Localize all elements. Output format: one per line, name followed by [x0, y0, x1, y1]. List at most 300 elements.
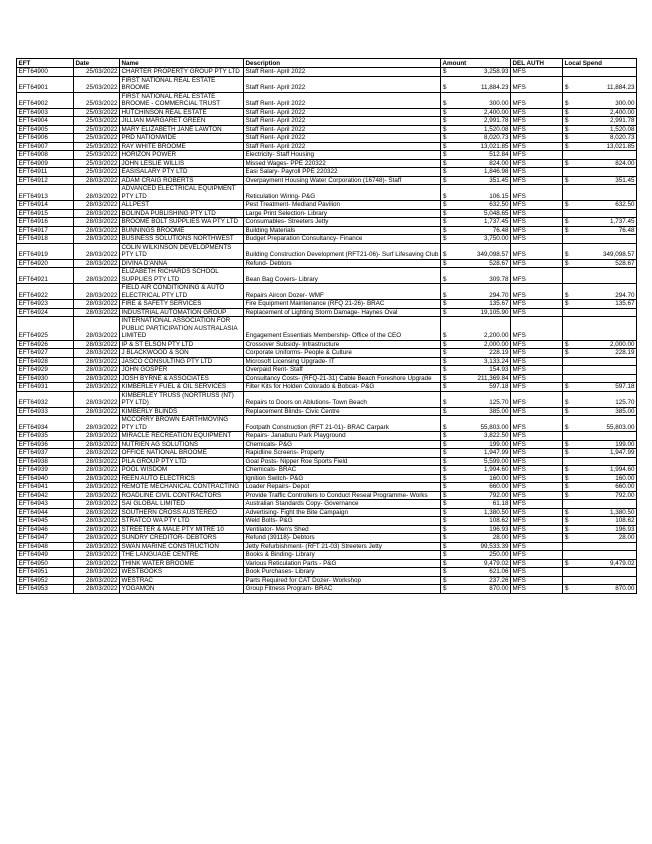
cell-del-auth: MFS — [511, 432, 563, 441]
cell-local-spend-value: 9,479.02 — [609, 559, 635, 567]
cell-date: 28/03/2022 — [74, 585, 120, 594]
cell-local-spend-value: 824.00 — [615, 159, 635, 167]
cell-description: Overpaid Rent- Staff — [244, 366, 441, 375]
cell-eft: EFT64903 — [17, 108, 74, 117]
cell-del-auth: MFS — [511, 317, 563, 341]
cell-del-auth: MFS — [511, 500, 563, 509]
cell-del-auth: MFS — [511, 383, 563, 392]
cell-date: 25/03/2022 — [74, 92, 120, 108]
cell-amount — [441, 508, 511, 517]
cell-amount-value: 125.70 — [489, 399, 509, 406]
currency-symbol: $ — [565, 259, 569, 267]
cell-eft: EFT64904 — [17, 117, 74, 126]
table-row — [17, 76, 637, 92]
header-local-spend: Local Spend — [563, 59, 637, 68]
cell-name: INTERNATIONAL ASSOCIATION FOR PUBLIC PARTICIPATION AUSTRALASIA LIMITED — [120, 317, 244, 341]
cell-amount — [441, 366, 511, 375]
cell-del-auth: MFS — [511, 568, 563, 577]
cell-eft: EFT64913 — [17, 185, 74, 201]
cell-date: 28/03/2022 — [74, 466, 120, 475]
cell-name: COLIN WILKINSON DEVELOPMENTS PTY LTD — [120, 243, 244, 259]
currency-symbol: $ — [443, 517, 447, 524]
currency-symbol: $ — [443, 440, 447, 448]
cell-description: Rapidline Screens- Property — [244, 449, 441, 458]
cell-name: MCCORRY BROWN EARTHMOVING PTY LTD — [120, 416, 244, 432]
cell-eft: EFT64931 — [17, 383, 74, 392]
currency-symbol: $ — [443, 332, 447, 339]
cell-name: EASISALARY PTY LTD — [120, 168, 244, 177]
cell-amount-value: 250.00 — [489, 551, 509, 558]
cell-local-spend-value: 1,994.60 — [609, 466, 635, 473]
currency-symbol: $ — [443, 357, 447, 365]
currency-symbol: $ — [443, 491, 447, 499]
cell-name: IP & ST ELSON PTY LTD — [120, 340, 244, 349]
cell-del-auth: MFS — [511, 76, 563, 92]
cell-amount-value: 1,947.99 — [483, 449, 509, 456]
table-row — [17, 391, 637, 407]
table-row — [17, 340, 637, 349]
cell-amount-value: 351.45 — [489, 176, 509, 184]
cell-date: 25/03/2022 — [74, 142, 120, 151]
currency-symbol: $ — [565, 423, 569, 431]
cell-local-spend — [563, 491, 637, 500]
cell-amount — [441, 340, 511, 349]
table-row — [17, 551, 637, 560]
cell-date: 28/03/2022 — [74, 508, 120, 517]
cell-local-spend-value: 1,737.45 — [609, 218, 635, 225]
cell-date: 28/03/2022 — [74, 534, 120, 543]
currency-symbol: $ — [443, 568, 447, 575]
currency-symbol: $ — [565, 585, 569, 592]
cell-eft: EFT64946 — [17, 525, 74, 534]
cell-local-spend-value: 160.00 — [615, 474, 635, 482]
cell-del-auth: MFS — [511, 142, 563, 151]
currency-symbol: $ — [443, 125, 447, 133]
payments-table-container — [16, 58, 636, 594]
cell-local-spend-value: 108.62 — [615, 517, 635, 524]
cell-amount-value: 3,258.93 — [483, 68, 509, 75]
cell-description: Replacement of Lighting Storm Damage- Haynes Oval — [244, 308, 441, 317]
cell-description: Refund- Debtors — [244, 259, 441, 268]
cell-del-auth: MFS — [511, 491, 563, 500]
cell-del-auth: MFS — [511, 440, 563, 449]
currency-symbol: $ — [565, 100, 569, 107]
cell-amount-value: 108.62 — [489, 517, 509, 524]
currency-symbol: $ — [443, 226, 447, 234]
cell-amount — [441, 585, 511, 594]
cell-eft: EFT64919 — [17, 243, 74, 259]
cell-amount-value: 76.48 — [492, 226, 509, 234]
cell-eft: EFT64908 — [17, 151, 74, 160]
currency-symbol: $ — [443, 275, 447, 283]
cell-del-auth: MFS — [511, 308, 563, 317]
cell-del-auth: MFS — [511, 68, 563, 77]
cell-local-spend-value: 228.19 — [615, 349, 635, 356]
cell-amount-value: 55,803.00 — [480, 423, 509, 431]
currency-symbol: $ — [443, 151, 447, 158]
cell-del-auth: MFS — [511, 243, 563, 259]
cell-amount-value: 824.00 — [489, 159, 509, 167]
cell-local-spend — [563, 209, 637, 218]
currency-symbol: $ — [443, 374, 447, 382]
cell-description: Consultancy Costs- (RFQ-21-31) Cable Beach Foreshore Upgrade — [244, 374, 441, 383]
cell-date: 28/03/2022 — [74, 517, 120, 526]
cell-local-spend — [563, 449, 637, 458]
cell-name: KIMBERLEY FUEL & OIL SERVICES — [120, 383, 244, 392]
table-row — [17, 500, 637, 509]
cell-local-spend — [563, 142, 637, 151]
cell-eft: EFT64925 — [17, 317, 74, 341]
cell-del-auth: MFS — [511, 268, 563, 284]
cell-amount-value: 2,000.00 — [483, 340, 509, 348]
cell-amount — [441, 268, 511, 284]
cell-date: 28/03/2022 — [74, 201, 120, 210]
cell-amount-value: 2,200.00 — [483, 332, 509, 339]
cell-description: Building Construction Development (RFT21-06)- Surf Lifesaving Club — [244, 243, 441, 259]
header-del-auth: DEL AUTH — [511, 59, 563, 68]
cell-local-spend — [563, 76, 637, 92]
cell-description: Repairs to Doors on Ablutions- Town Beach — [244, 391, 441, 407]
cell-date: 28/03/2022 — [74, 185, 120, 201]
table-row — [17, 117, 637, 126]
cell-amount — [441, 391, 511, 407]
cell-local-spend — [563, 300, 637, 309]
cell-local-spend-value: 351.45 — [615, 176, 635, 184]
cell-date: 28/03/2022 — [74, 568, 120, 577]
cell-name: NUTRIEN AG SOLUTIONS — [120, 440, 244, 449]
currency-symbol: $ — [443, 218, 447, 225]
cell-local-spend-value: 55,803.00 — [606, 423, 635, 431]
currency-symbol: $ — [565, 399, 569, 406]
cell-amount-value: 211,369.84 — [477, 374, 509, 382]
cell-local-spend — [563, 576, 637, 585]
cell-eft: EFT64948 — [17, 542, 74, 551]
cell-name: JASCO CONSULTING PTY LTD — [120, 357, 244, 366]
cell-amount-value: 294.70 — [489, 291, 509, 299]
cell-local-spend-value: 300.00 — [615, 100, 635, 107]
cell-name: SAI GLOBAL LIMITED — [120, 500, 244, 509]
cell-name: REEN AUTO ELECTRICS — [120, 474, 244, 483]
cell-date: 28/03/2022 — [74, 235, 120, 244]
currency-symbol: $ — [565, 159, 569, 167]
cell-eft: EFT64941 — [17, 483, 74, 492]
cell-eft: EFT64939 — [17, 466, 74, 475]
cell-description: Easi Salary- Payroll PPE 220322 — [244, 168, 441, 177]
cell-del-auth: MFS — [511, 474, 563, 483]
currency-symbol: $ — [565, 251, 569, 258]
cell-eft: EFT64934 — [17, 416, 74, 432]
cell-name: BUNNINGS BROOME — [120, 226, 244, 235]
cell-del-auth: MFS — [511, 466, 563, 475]
cell-amount-value: 660.00 — [489, 483, 509, 490]
cell-del-auth: MFS — [511, 300, 563, 309]
currency-symbol: $ — [565, 300, 569, 307]
currency-symbol: $ — [443, 399, 447, 406]
currency-symbol: $ — [565, 559, 569, 567]
cell-amount — [441, 76, 511, 92]
cell-name: JOHN LESLIE WILLIS — [120, 159, 244, 168]
cell-date: 28/03/2022 — [74, 284, 120, 300]
currency-symbol: $ — [443, 235, 447, 242]
cell-eft: EFT64924 — [17, 308, 74, 317]
table-row — [17, 201, 637, 210]
cell-date: 28/03/2022 — [74, 407, 120, 416]
cell-amount — [441, 559, 511, 568]
currency-symbol: $ — [565, 218, 569, 225]
table-row — [17, 349, 637, 358]
cell-local-spend — [563, 317, 637, 341]
cell-description: Group Fitness Program- BRAC — [244, 585, 441, 594]
cell-date: 28/03/2022 — [74, 576, 120, 585]
cell-local-spend — [563, 235, 637, 244]
table-row — [17, 440, 637, 449]
cell-amount — [441, 357, 511, 366]
table-row — [17, 176, 637, 185]
currency-symbol: $ — [565, 508, 569, 516]
cell-amount — [441, 491, 511, 500]
currency-symbol: $ — [565, 117, 569, 124]
table-row — [17, 517, 637, 526]
cell-amount — [441, 209, 511, 218]
cell-del-auth: MFS — [511, 209, 563, 218]
cell-amount-value: 28.00 — [492, 534, 509, 541]
cell-local-spend — [563, 134, 637, 143]
cell-local-spend-value: 125.70 — [615, 399, 635, 406]
cell-amount — [441, 474, 511, 483]
cell-name: THE LANGUAGE CENTRE — [120, 551, 244, 560]
cell-local-spend-value: 76.48 — [618, 226, 635, 234]
cell-eft: EFT64926 — [17, 340, 74, 349]
cell-description: Footpath Construction (RFT 21-01)- BRAC Carpark — [244, 416, 441, 432]
currency-symbol: $ — [565, 483, 569, 490]
table-row — [17, 125, 637, 134]
cell-date: 28/03/2022 — [74, 474, 120, 483]
cell-description: Chemicals- BRAC — [244, 466, 441, 475]
cell-del-auth: MFS — [511, 457, 563, 466]
cell-date: 28/03/2022 — [74, 457, 120, 466]
cell-local-spend-value: 199.00 — [615, 440, 635, 448]
header-amount: Amount — [441, 59, 511, 68]
cell-date: 28/03/2022 — [74, 259, 120, 268]
currency-symbol: $ — [565, 349, 569, 356]
cell-local-spend — [563, 466, 637, 475]
cell-local-spend — [563, 568, 637, 577]
cell-date: 28/03/2022 — [74, 209, 120, 218]
cell-local-spend-value: 1,520.08 — [609, 125, 635, 133]
cell-amount-value: 9,479.02 — [483, 559, 509, 567]
cell-description: Corporate Uniforms- People & Culture — [244, 349, 441, 358]
cell-amount-value: 228.19 — [489, 349, 509, 356]
table-row — [17, 226, 637, 235]
currency-symbol: $ — [443, 192, 447, 200]
cell-name: CHARTER PROPERTY GROUP PTY LTD — [120, 68, 244, 77]
cell-eft: EFT64929 — [17, 366, 74, 375]
currency-symbol: $ — [565, 226, 569, 234]
cell-amount — [441, 235, 511, 244]
cell-local-spend-value: 2,400.00 — [609, 108, 635, 116]
cell-local-spend — [563, 474, 637, 483]
cell-amount — [441, 284, 511, 300]
cell-local-spend-value: 294.70 — [615, 291, 635, 299]
cell-amount — [441, 92, 511, 108]
currency-symbol: $ — [443, 201, 447, 208]
cell-eft: EFT64906 — [17, 134, 74, 143]
cell-local-spend — [563, 259, 637, 268]
cell-amount — [441, 300, 511, 309]
currency-symbol: $ — [443, 68, 447, 75]
cell-amount-value: 385.00 — [489, 407, 509, 415]
cell-name: INDUSTRIAL AUTOMATION GROUP — [120, 308, 244, 317]
cell-del-auth: MFS — [511, 508, 563, 517]
cell-local-spend — [563, 340, 637, 349]
cell-local-spend — [563, 374, 637, 383]
cell-eft: EFT64902 — [17, 92, 74, 108]
cell-del-auth: MFS — [511, 235, 563, 244]
cell-local-spend — [563, 201, 637, 210]
cell-description: Ventilator- Men's Shed — [244, 525, 441, 534]
cell-name: ELIZABETH RICHARDS SCHOOL SUPPLIES PTY LTD — [120, 268, 244, 284]
cell-date: 28/03/2022 — [74, 308, 120, 317]
cell-date: 28/03/2022 — [74, 491, 120, 500]
cell-eft: EFT64952 — [17, 576, 74, 585]
cell-description: Staff Rent- April 2022 — [244, 142, 441, 151]
currency-symbol: $ — [443, 407, 447, 415]
header-eft: EFT — [17, 59, 74, 68]
cell-name: SWAN MARINE CONSTRUCTION — [120, 542, 244, 551]
cell-date: 28/03/2022 — [74, 176, 120, 185]
cell-date: 25/03/2022 — [74, 134, 120, 143]
cell-name: WESTRAC — [120, 576, 244, 585]
cell-amount — [441, 525, 511, 534]
table-row — [17, 534, 637, 543]
cell-local-spend-value: 28.00 — [618, 534, 635, 541]
table-row — [17, 432, 637, 441]
cell-amount-value: 1,846.98 — [483, 168, 509, 175]
table-row — [17, 457, 637, 466]
cell-amount-value: 2,400.00 — [483, 108, 509, 116]
cell-eft: EFT64932 — [17, 391, 74, 407]
cell-amount — [441, 168, 511, 177]
cell-del-auth: MFS — [511, 168, 563, 177]
table-row — [17, 317, 637, 341]
cell-description: Repairs Aircon Dozer- WMF — [244, 284, 441, 300]
cell-local-spend — [563, 159, 637, 168]
cell-eft: EFT64920 — [17, 259, 74, 268]
cell-description: Overpayment Housing Water Corporation (16748)- Staff — [244, 176, 441, 185]
cell-local-spend-value: 385.00 — [615, 407, 635, 415]
currency-symbol: $ — [443, 423, 447, 431]
cell-eft: EFT64928 — [17, 357, 74, 366]
cell-local-spend — [563, 308, 637, 317]
cell-eft: EFT64937 — [17, 449, 74, 458]
table-row — [17, 308, 637, 317]
payments-table — [16, 58, 637, 594]
cell-description: Engagement Essentials Membership- Office of the CEO — [244, 317, 441, 341]
cell-local-spend-value: 2,000.00 — [609, 340, 635, 348]
cell-date: 25/03/2022 — [74, 151, 120, 160]
cell-eft: EFT64947 — [17, 534, 74, 543]
currency-symbol: $ — [565, 407, 569, 415]
currency-symbol: $ — [443, 291, 447, 299]
cell-del-auth: MFS — [511, 284, 563, 300]
cell-date: 28/03/2022 — [74, 268, 120, 284]
table-row — [17, 259, 637, 268]
cell-amount-value: 99,533.39 — [480, 542, 509, 550]
cell-name: MARY ELIZABETH JANE LAWTON — [120, 125, 244, 134]
cell-eft: EFT64923 — [17, 300, 74, 309]
cell-amount — [441, 534, 511, 543]
cell-eft: EFT64912 — [17, 176, 74, 185]
cell-amount-value: 3,133.24 — [483, 357, 509, 365]
table-row — [17, 185, 637, 201]
cell-del-auth: MFS — [511, 366, 563, 375]
cell-eft: EFT64901 — [17, 76, 74, 92]
cell-del-auth: MFS — [511, 226, 563, 235]
cell-eft: EFT64950 — [17, 559, 74, 568]
currency-symbol: $ — [443, 542, 447, 550]
currency-symbol: $ — [443, 466, 447, 473]
cell-date: 28/03/2022 — [74, 432, 120, 441]
cell-local-spend — [563, 68, 637, 77]
table-row — [17, 108, 637, 117]
cell-date: 25/03/2022 — [74, 76, 120, 92]
cell-local-spend-value: 597.18 — [615, 383, 635, 390]
cell-description: Books & Binding- Library — [244, 551, 441, 560]
header-row — [17, 59, 637, 68]
cell-local-spend — [563, 92, 637, 108]
cell-name: ALLPEST — [120, 201, 244, 210]
cell-del-auth: MFS — [511, 259, 563, 268]
table-row — [17, 134, 637, 143]
currency-symbol: $ — [443, 500, 447, 507]
cell-description: Provide Traffic Controllers to Conduct Reseal Programme- Works — [244, 491, 441, 500]
cell-description: Jetty Refurbishment- (RFT 21-03) Streeters Jetty — [244, 542, 441, 551]
cell-amount-value: 349,098.57 — [476, 251, 509, 258]
currency-symbol: $ — [565, 134, 569, 141]
cell-name: OFFICE NATIONAL BROOME — [120, 449, 244, 458]
cell-local-spend — [563, 357, 637, 366]
cell-date: 28/03/2022 — [74, 416, 120, 432]
cell-amount-value: 135.67 — [489, 300, 509, 307]
cell-local-spend-value: 660.00 — [615, 483, 635, 490]
cell-del-auth: MFS — [511, 92, 563, 108]
cell-amount-value: 621.06 — [489, 568, 509, 575]
cell-amount-value: 870.00 — [489, 585, 509, 592]
currency-symbol: $ — [443, 457, 447, 465]
cell-date: 28/03/2022 — [74, 243, 120, 259]
cell-local-spend — [563, 268, 637, 284]
currency-symbol: $ — [565, 534, 569, 541]
cell-local-spend — [563, 117, 637, 126]
currency-symbol: $ — [443, 134, 447, 141]
table-row — [17, 508, 637, 517]
table-row — [17, 243, 637, 259]
cell-date: 28/03/2022 — [74, 449, 120, 458]
cell-del-auth: MFS — [511, 525, 563, 534]
currency-symbol: $ — [443, 117, 447, 124]
cell-eft: EFT64921 — [17, 268, 74, 284]
currency-symbol: $ — [443, 308, 447, 316]
cell-amount-value: 792.00 — [489, 491, 509, 499]
cell-name: STRATCO WA PTY LTD — [120, 517, 244, 526]
cell-name: FIRST NATIONAL REAL ESTATE BROOME — [120, 76, 244, 92]
cell-description: Loader Repairs- Depot — [244, 483, 441, 492]
currency-symbol: $ — [565, 491, 569, 499]
cell-eft: EFT64900 — [17, 68, 74, 77]
table-row — [17, 209, 637, 218]
cell-eft: EFT64933 — [17, 407, 74, 416]
cell-amount-value: 1,380.50 — [483, 508, 509, 516]
